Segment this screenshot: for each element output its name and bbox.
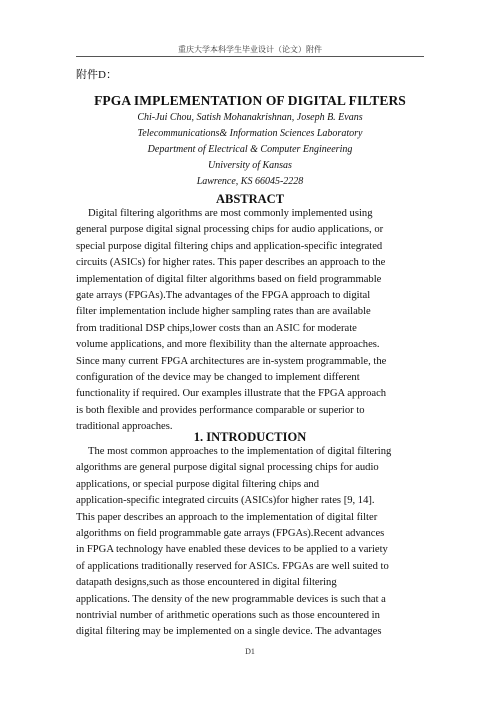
attachment-label: 附件D：	[76, 69, 117, 81]
introduction-heading: 1. INTRODUCTION	[193, 430, 307, 444]
intro-line: in FPGA technology have enabled these devices to be applied to a variety	[76, 544, 388, 556]
intro-line: application-specific integrated circuits (ASICs)for higher rates [9, 14].	[76, 495, 375, 507]
abstract-line: functionality if required. Our examples illustrate that the FPGA approach	[76, 388, 387, 400]
header-divider	[76, 56, 424, 57]
intro-line: applications, or special purpose digital filtering chips and	[76, 478, 320, 490]
author-lab: Telecommunications& Information Sciences Laboratory	[137, 128, 363, 139]
abstract-body	[76, 206, 426, 436]
abstract-line: general purpose digital signal processing chips for audio applications, or	[76, 224, 384, 236]
abstract-line: special purpose digital filtering chips and application-specific integrated	[76, 240, 383, 252]
intro-line: of applications traditionally reserved for ASICs. FPGAs are well suited to	[76, 560, 389, 572]
abstract-line: gate arrays (FPGAs).The advantages of the FPGA approach to digital	[76, 290, 371, 302]
abstract-line: volume applications, and more flexibility than the alternate approaches.	[76, 339, 380, 351]
intro-line: nontrivial number of arithmetic operations such as those encountered in	[76, 610, 380, 622]
intro-line: algorithms are general purpose digital signal processing chips for audio	[76, 462, 379, 474]
intro-line: This paper describes an approach to the implementation of digital filter	[76, 511, 378, 523]
author-university: University of Kansas	[208, 160, 292, 171]
author-address: Lawrence, KS 66045-2228	[196, 176, 304, 187]
intro-line: digital filtering may be implemented on a single device. The advantages	[76, 626, 382, 638]
abstract-heading: ABSTRACT	[215, 192, 285, 206]
page-number: D1	[245, 647, 255, 656]
abstract-line: configuration of the device may be changed to implement different	[76, 372, 360, 384]
abstract-line: implementation of digital filter algorithms based on field programmable	[76, 273, 382, 285]
intro-line: algorithms on field programmable gate arrays (FPGAs).Recent advances	[76, 528, 385, 540]
page-header: 重庆大学本科学生毕业设计（论文）附件	[178, 45, 322, 54]
abstract-line: from traditional DSP chips,lower costs than an ASIC for moderate	[76, 322, 357, 334]
intro-line: datapath designs,such as those encountered in digital filtering	[76, 577, 337, 589]
intro-line: applications. The density of the new programmable devices is such that a	[76, 593, 386, 605]
abstract-line: circuits (ASICs) for higher rates. This paper describes an approach to the	[76, 257, 386, 269]
abstract-line: Digital filtering algorithms are most commonly implemented using	[88, 208, 373, 219]
abstract-line: Since many current FPGA architectures are in-system programmable, the	[76, 355, 387, 367]
abstract-line: traditional approaches.	[76, 421, 173, 433]
introduction-body	[76, 444, 426, 641]
author-block	[0, 110, 500, 190]
intro-line: The most common approaches to the implementation of digital filtering	[88, 446, 392, 457]
author-names: Chi-Jui Chou, Satish Mohanakrishnan, Joseph B. Evans	[137, 112, 363, 123]
abstract-line: filter implementation include higher sampling rates than are available	[76, 306, 371, 318]
author-department: Department of Electrical & Computer Engineering	[147, 144, 353, 155]
paper-title: FPGA IMPLEMENTATION OF DIGITAL FILTERS	[94, 93, 406, 108]
abstract-line: is both flexible and provides performance comparable or superior to	[76, 404, 365, 416]
